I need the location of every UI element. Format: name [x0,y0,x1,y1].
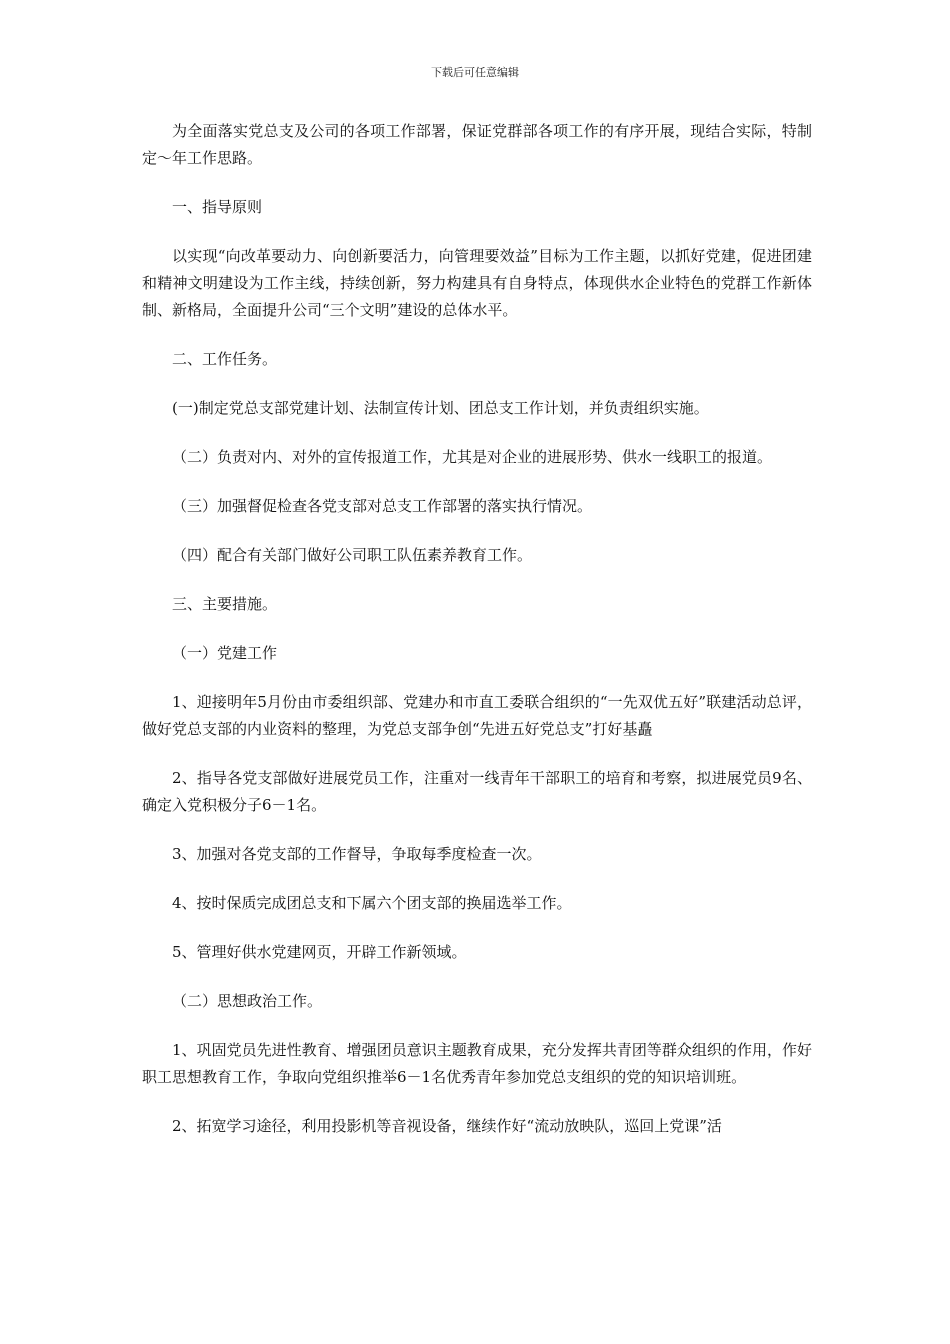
measure-item-1: 1、迎接明年5月份由市委组织部、党建办和市直工委联合组织的“一先双优五好”联建活动总评，做好党总支部的内业资料的整理，为党总支部争创“先进五好党总支”打好基矗 [142,693,812,738]
page-header: 下载后可任意编辑 [431,66,519,79]
principles-paragraph: 以实现“向改革要动力、向创新要活力，向管理要效益”目标为工作主题，以抓好党建，促进团建和精神文明建设为工作主线，持续创新，努力构建具有自身特点，体现供水企业特色的党群工作新体制、新格局，全面提升公司“三个文明”建设的总体水平。 [142,247,812,319]
section-heading-principles: 一、指导原则 [172,198,263,216]
subsection-heading-ideology: （二）思想政治工作。 [172,992,323,1010]
document-body [142,118,812,1162]
task-item-3: （三）加强督促检查各党支部对总支工作部署的落实执行情况。 [172,497,593,515]
section-heading-measures: 三、主要措施。 [172,595,278,613]
ideology-item-1: 1、巩固党员先进性教育、增强团员意识主题教育成果，充分发挥共青团等群众组织的作用，作好职工思想教育工作，争取向党组织推举6－1名优秀青年参加党总支组织的党的知识培训班。 [142,1041,812,1086]
ideology-item-2: 2、拓宽学习途径，利用投影机等音视设备，继续作好“流动放映队，巡回上党课”活 [172,1117,722,1135]
measure-item-4: 4、按时保质完成团总支和下属六个团支部的换届选举工作。 [172,894,572,912]
measure-item-2: 2、指导各党支部做好进展党员工作，注重对一线青年干部职工的培育和考察，拟进展党员9名、确定入党积极分子6－1名。 [142,769,812,814]
task-item-4: （四）配合有关部门做好公司职工队伍素养教育工作。 [172,546,533,564]
intro-paragraph: 为全面落实党总支及公司的各项工作部署，保证党群部各项工作的有序开展，现结合实际，特制定～年工作思路。 [142,122,812,167]
task-item-1: (一)制定党总支部党建计划、法制宣传计划、团总支工作计划，并负责组织实施。 [172,399,709,417]
measure-item-5: 5、管理好供水党建网页，开辟工作新领域。 [172,943,467,961]
task-item-2: （二）负责对内、对外的宣传报道工作，尤其是对企业的进展形势、供水一线职工的报道。 [172,448,773,466]
section-heading-tasks: 二、工作任务。 [172,350,278,368]
subsection-heading-party-building: （一）党建工作 [172,644,278,662]
measure-item-3: 3、加强对各党支部的工作督导，争取每季度检查一次。 [172,845,542,863]
